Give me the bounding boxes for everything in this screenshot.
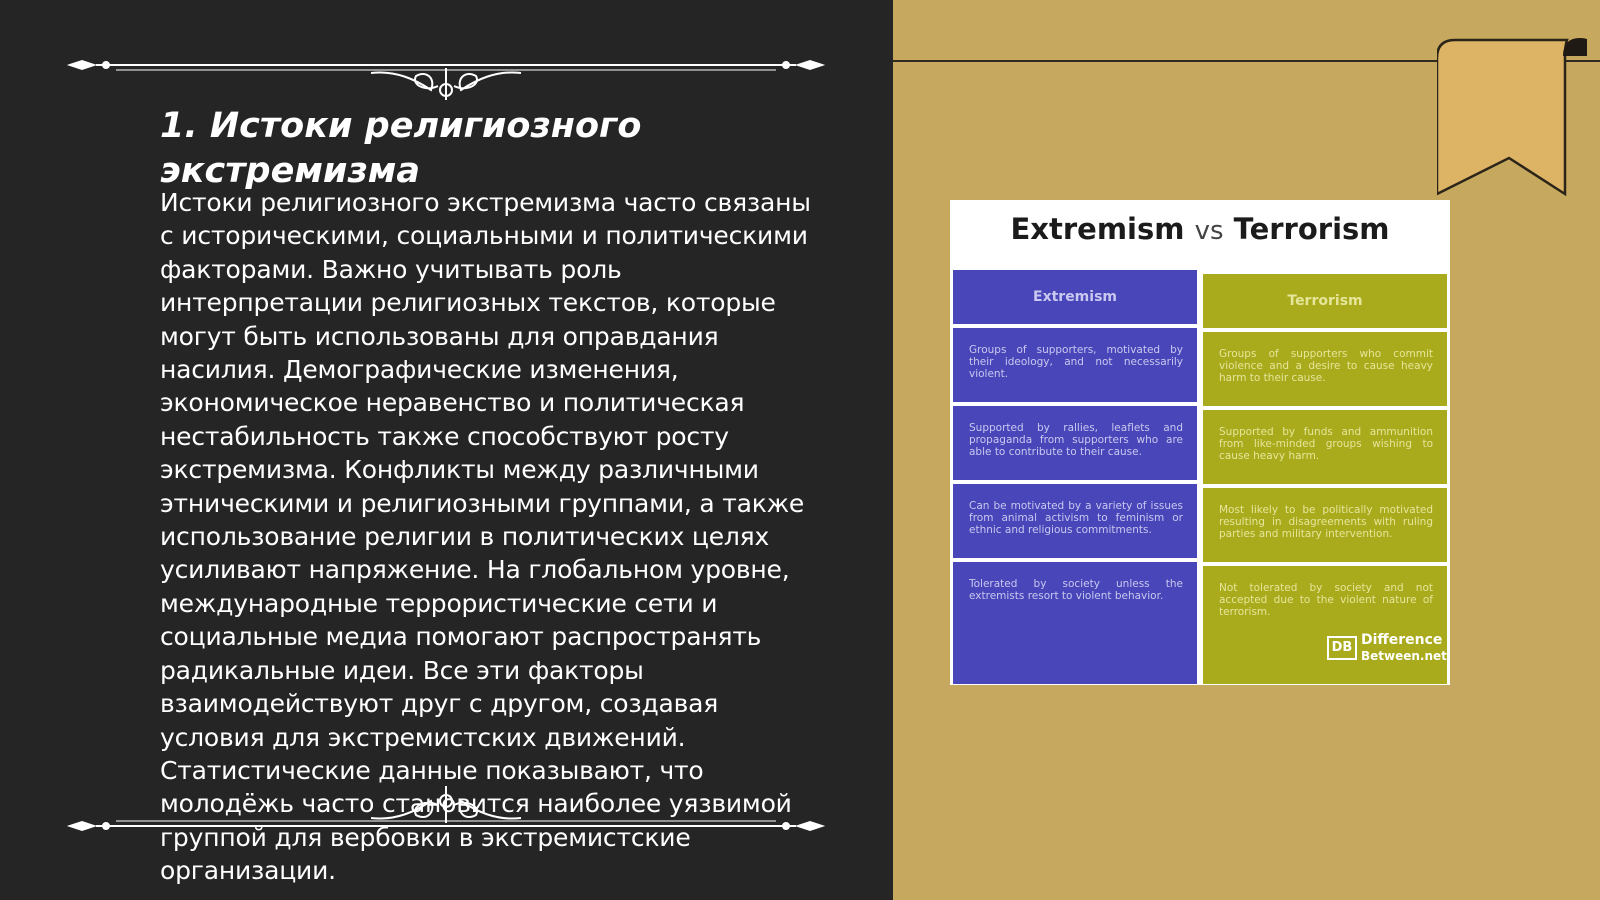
comparison-title-left: Extremism (1010, 212, 1185, 246)
bookmark-ribbon-icon (1437, 36, 1587, 198)
table-cell-terrorism: Groups of supporters who commit violence and a desire to cause heavy harm to their cause. (1203, 332, 1447, 406)
table-cell-terrorism: Most likely to be politically motivated resulting in disagreements with ruling parties and military intervention. (1203, 488, 1447, 562)
table-cell-extremism: Can be motivated by a variety of issues from animal activism to feminism or ethnic and religious commitments. (953, 484, 1197, 558)
slide-title: 1. Истоки религиозного экстремизма (160, 106, 642, 191)
table-cell-extremism: Tolerated by society unless the extremists resort to violent behavior. (953, 562, 1197, 684)
column-header-terrorism: Terrorism (1203, 274, 1447, 328)
logo-line1: Difference (1361, 632, 1443, 648)
logo-mark: DB (1327, 636, 1357, 660)
table-cell-extremism: Groups of supporters, motivated by their ideology, and not necessarily violent. (953, 328, 1197, 402)
comparison-title-vs: vs (1194, 216, 1224, 246)
slide-body-text: Истоки религиозного экстремизма часто связаны с историческими, социальными и политическими факторами. Важно учитывать роль интерпретации религиозных текстов, которые могут быть использованы для оправдания насилия. Демографические изменения, экономическое неравенство и политическая нестабильность также способствуют росту экстремизма. Конфликты между различными этническими и религиозными группами, а также использование религии в политических целях усиливают напряжение. На глобальном уровне, международные террористические сети и социальные медиа помогают распространять радикальные идеи. Все эти факторы взаимодействуют друг с другом, создавая условия для экстремистских движений. Статистические данные показывают, что молодёжь часто становится наиболее уязвимой группой для вербовки в экстремистские организации. (160, 188, 811, 886)
column-header-extremism: Extremism (953, 270, 1197, 324)
table-cell-extremism: Supported by rallies, leaflets and propaganda from supporters who are able to contribute to their cause. (953, 406, 1197, 480)
ornament-divider-icon (66, 40, 826, 100)
table-cell-terrorism: Supported by funds and ammunition from like-minded groups wishing to cause heavy harm. (1203, 410, 1447, 484)
ornament-divider-icon (66, 786, 826, 846)
comparison-title (950, 212, 1450, 246)
table-cell-terrorism: Not tolerated by society and not accepted due to the violent nature of terrorism. (1203, 566, 1447, 684)
comparison-image (950, 200, 1450, 685)
logo-line2: Between.net (1361, 649, 1447, 663)
difference-between-logo (1327, 630, 1447, 670)
comparison-title-right: Terrorism (1233, 212, 1390, 246)
